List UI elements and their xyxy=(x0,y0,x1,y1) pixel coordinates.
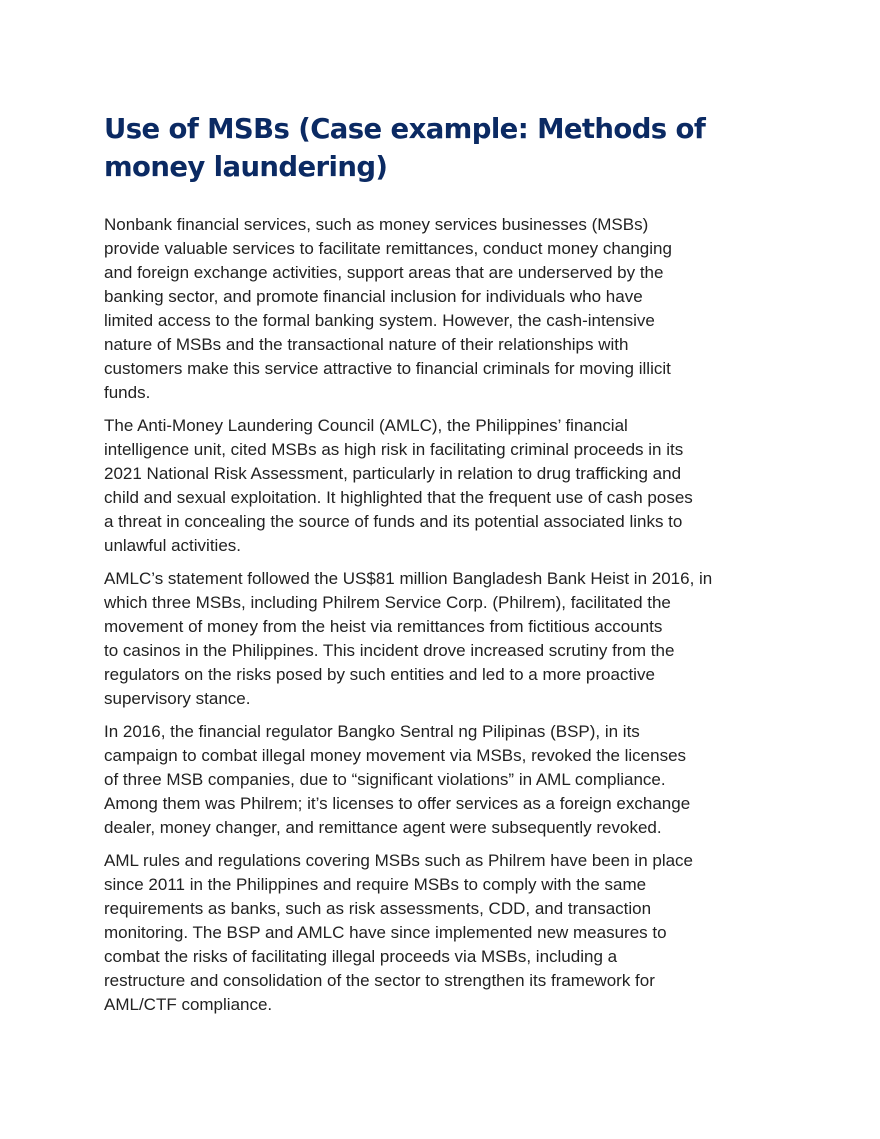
text-line: AML rules and regulations covering MSBs such as Philrem have been in place xyxy=(104,851,694,870)
text-line: AMLC’s statement followed the US$81 million Bangladesh Bank Heist in 2016, in xyxy=(104,569,713,588)
paragraph-msb-overview xyxy=(104,213,754,405)
text-line: regulators on the risks posed by such entities and led to a more proactive xyxy=(104,665,655,684)
paragraph-bank-heist xyxy=(104,567,754,711)
text-line: child and sexual exploitation. It highlighted that the frequent use of cash poses xyxy=(104,488,693,507)
document-body xyxy=(104,213,754,1017)
text-line: campaign to combat illegal money movement via MSBs, revoked the licenses xyxy=(104,746,687,765)
text-line: limited access to the formal banking system. However, the cash-intensive xyxy=(104,311,655,330)
text-line: to casinos in the Philippines. This incident drove increased scrutiny from the xyxy=(104,641,675,660)
paragraph-bsp-license-revocation xyxy=(104,720,754,840)
text-line: requirements as banks, such as risk assessments, CDD, and transaction xyxy=(104,899,652,918)
text-line: The Anti-Money Laundering Council (AMLC), the Philippines’ financial xyxy=(104,416,628,435)
text-line: In 2016, the financial regulator Bangko Sentral ng Pilipinas (BSP), in its xyxy=(104,722,640,741)
title-line: money laundering) xyxy=(104,151,388,183)
text-line: combat the risks of facilitating illegal proceeds via MSBs, including a xyxy=(104,947,618,966)
paragraph-amlc-risk-assessment xyxy=(104,414,754,558)
text-line: which three MSBs, including Philrem Service Corp. (Philrem), facilitated the xyxy=(104,593,671,612)
text-line: Among them was Philrem; it’s licenses to offer services as a foreign exchange xyxy=(104,794,691,813)
text-line: a threat in concealing the source of funds and its potential associated links to xyxy=(104,512,683,531)
text-line: of three MSB companies, due to “significant violations” in AML compliance. xyxy=(104,770,666,789)
text-line: unlawful activities. xyxy=(104,536,242,555)
text-line: nature of MSBs and the transactional nature of their relationships with xyxy=(104,335,629,354)
text-line: customers make this service attractive to financial criminals for moving illicit xyxy=(104,359,671,378)
text-line: and foreign exchange activities, support areas that are underserved by the xyxy=(104,263,664,282)
text-line: AML/CTF compliance. xyxy=(104,995,273,1014)
text-line: banking sector, and promote financial inclusion for individuals who have xyxy=(104,287,643,306)
page-title xyxy=(104,110,754,186)
text-line: funds. xyxy=(104,383,151,402)
title-line: Use of MSBs (Case example: Methods of xyxy=(104,113,706,145)
text-line: 2021 National Risk Assessment, particularly in relation to drug trafficking and xyxy=(104,464,682,483)
document-page xyxy=(104,110,754,1026)
text-line: supervisory stance. xyxy=(104,689,251,708)
text-line: monitoring. The BSP and AMLC have since implemented new measures to xyxy=(104,923,667,942)
text-line: dealer, money changer, and remittance agent were subsequently revoked. xyxy=(104,818,662,837)
text-line: since 2011 in the Philippines and require MSBs to comply with the same xyxy=(104,875,647,894)
text-line: intelligence unit, cited MSBs as high risk in facilitating criminal proceeds in its xyxy=(104,440,684,459)
text-line: movement of money from the heist via remittances from fictitious accounts xyxy=(104,617,663,636)
text-line: restructure and consolidation of the sector to strengthen its framework for xyxy=(104,971,655,990)
text-line: provide valuable services to facilitate remittances, conduct money changing xyxy=(104,239,672,258)
paragraph-aml-rules xyxy=(104,849,754,1017)
text-line: Nonbank financial services, such as money services businesses (MSBs) xyxy=(104,215,649,234)
